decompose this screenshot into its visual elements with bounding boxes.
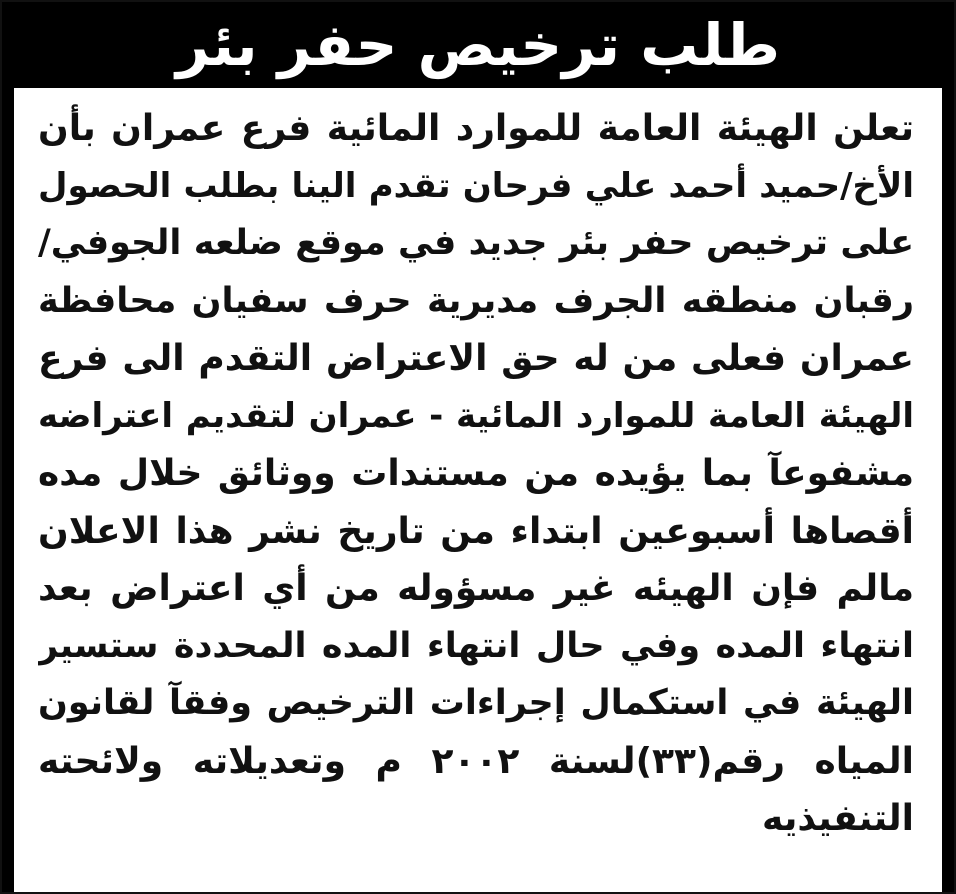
body-line: الأخ/حميد أحمد علي فرحان تقدم الينا بطلب الحصول (38, 165, 914, 206)
frame-left-border (2, 88, 14, 892)
body-line: تعلن الهيئة العامة للموارد المائية فرع عمران بأن (38, 108, 914, 149)
body-line-final: التنفيذيه (762, 798, 914, 839)
body-line: انتهاء المده وفي حال انتهاء المده المحددة ستسير (38, 625, 914, 666)
frame-right-border (942, 88, 954, 892)
notice-title: طلب ترخيص حفر بئر (176, 11, 780, 79)
body-line: مشفوعآ بما يؤيده من مستندات ووثائق خلال مده (38, 453, 914, 494)
body-line: الهيئة في استكمال إجراءات الترخيص وفقآ لقانون (38, 683, 914, 723)
body-line: على ترخيص حفر بئر جديد في موقع ضلعه الجوفي/ (38, 223, 914, 263)
body-line: عمران فعلى من له حق الاعتراض التقدم الى فرع (38, 338, 914, 379)
body-line: المياه رقم(٣٣)لسنة ٢٠٠٢ م وتعديلاته ولائحته (38, 740, 914, 782)
body-line: أقصاها أسبوعين ابتداء من تاريخ نشر هذا الاعلان (38, 510, 914, 552)
body-line: رقبان منطقه الجرف مديرية حرف سفيان محافظة (38, 280, 914, 321)
notice-body (38, 100, 914, 848)
notice-header (2, 2, 954, 88)
body-line: مالم فإن الهيئه غير مسؤوله من أي اعتراض بعد (38, 568, 914, 609)
body-line: الهيئة العامة للموارد المائية - عمران لتقديم اعتراضه (38, 395, 914, 436)
